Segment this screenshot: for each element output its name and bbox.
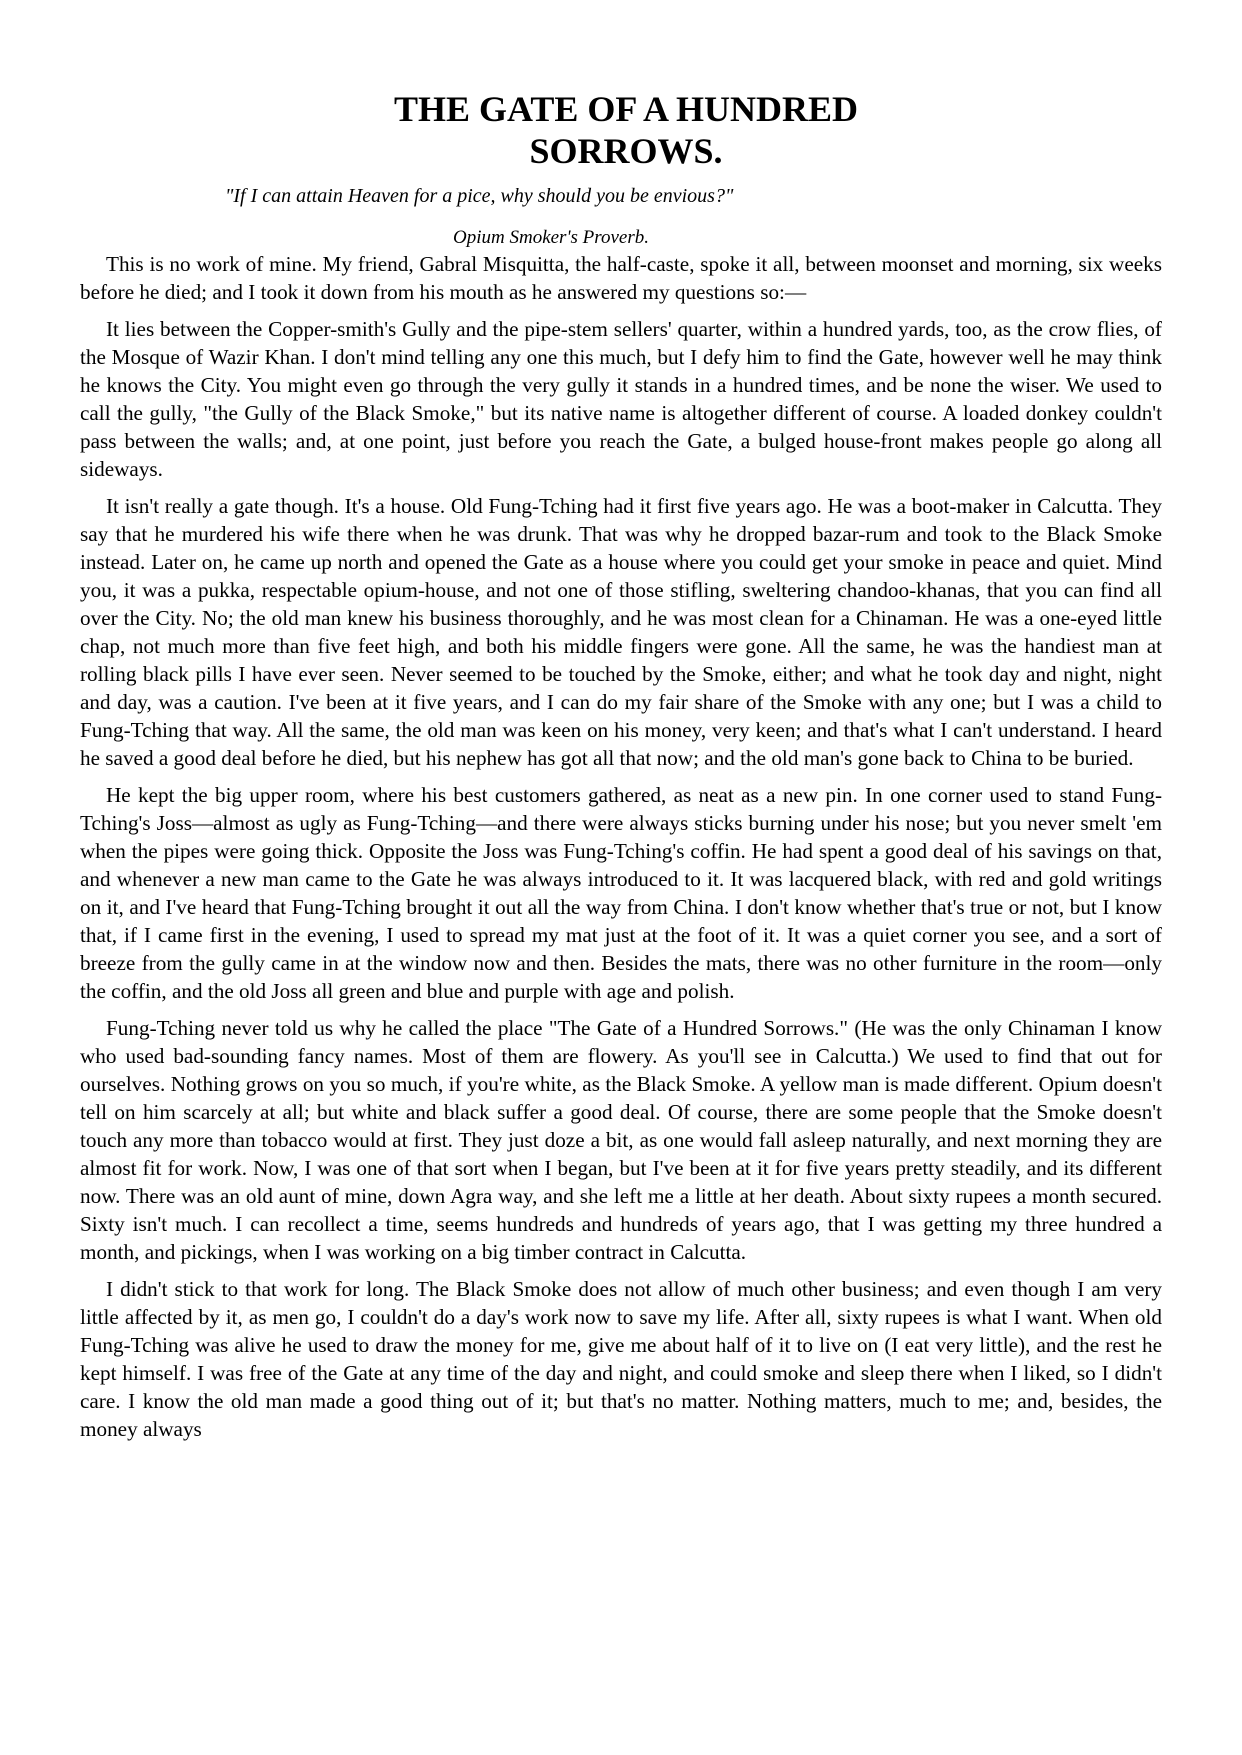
paragraph: Fung-Tching never told us why he called the place "The Gate of a Hundred Sorrows." (He was the only Chinaman I know who used bad-sounding fancy names. Most of them are flowery. As you'll see in Calcutta.) We used to find that out for ourselves. Nothing grows on you so much, if you're white, as the Black Smoke. A yellow man is made different. Opium doesn't tell on him scarcely at all; but white and black suffer a good deal. Of course, there are some people that the Smoke doesn't touch any more than tobacco would at first. They just doze a bit, as one would fall asleep naturally, and next morning they are almost fit for work. Now, I was one of that sort when I began, but I've been at it for five years pretty steadily, and its different now. There was an old aunt of mine, down Agra way, and she left me a little at her death. About sixty rupees a month secured. Sixty isn't much. I can recollect a time, seems hundreds and hundreds of years ago, that I was getting my three hundred a month, and pickings, when I was working on a big timber contract in Calcutta. [80,1016,1162,1264]
epigraph-quote: "If I can attain Heaven for a pice, why should you be envious?" [225,185,734,207]
chapter-title-line-2: SORROWS. [529,131,723,171]
paragraph: He kept the big upper room, where his best customers gathered, as neat as a new pin. In one corner used to stand Fung-Tching's Joss—almost as ugly as Fung-Tching—and there were always sticks burning under his nose; but you never smelt 'em when the pipes were going thick. Opposite the Joss was Fung-Tching's coffin. He had spent a good deal of his savings on that, and whenever a new man came to the Gate he was always introduced to it. It was lacquered black, with red and gold writings on it, and I've heard that Fung-Tching brought it out all the way from China. I don't know whether that's true or not, but I know that, if I came first in the evening, I used to spread my mat just at the foot of it. It was a quiet corner you see, and a sort of breeze from the gully came in at the window now and then. Besides the mats, there was no other furniture in the room—only the coffin, and the old Joss all green and blue and purple with age and polish. [80,783,1162,1003]
book-page [80,88,1162,1452]
story-body [80,250,1162,1443]
paragraph: It isn't really a gate though. It's a house. Old Fung-Tching had it first five years ago. He was a boot-maker in Calcutta. They say that he murdered his wife there when he was drunk. That was why he dropped bazar-rum and took to the Black Smoke instead. Later on, he came up north and opened the Gate as a house where you could get your smoke in peace and quiet. Mind you, it was a pukka, respectable opium-house, and not one of those stifling, sweltering chandoo-khanas, that you can find all over the City. No; the old man knew his business thoroughly, and he was most clean for a Chinaman. He was a one-eyed little chap, not much more than five feet high, and both his middle fingers were gone. All the same, he was the handiest man at rolling black pills I have ever seen. Never seemed to be touched by the Smoke, either; and what he took day and night, night and day, was a caution. I've been at it five years, and I can do my fair share of the Smoke with any one; but I was a child to Fung-Tching that way. All the same, the old man was keen on his money, very keen; and that's what I can't understand. I heard he saved a good deal before he died, but his nephew has got all that now; and the old man's gone back to China to be buried. [80,494,1162,770]
chapter-title [80,88,1162,172]
paragraph: This is no work of mine. My friend, Gabral Misquitta, the half-caste, spoke it all, between moonset and morning, six weeks before he died; and I took it down from his mouth as he answered my questions so:— [80,252,1162,304]
chapter-title-line-1: THE GATE OF A HUNDRED [393,89,859,129]
paragraph: I didn't stick to that work for long. The Black Smoke does not allow of much other business; and even though I am very little affected by it, as men go, I couldn't do a day's work now to save my life. After all, sixty rupees is what I want. When old Fung-Tching was alive he used to draw the money for me, give me about half of it to live on (I eat very little), and the rest he kept himself. I was free of the Gate at any time of the day and night, and could smoke and sleep there when I liked, so I didn't care. I know the old man made a good thing out of it; but that's no matter. Nothing matters, much to me; and, besides, the money always [80,1277,1162,1441]
paragraph: It lies between the Copper-smith's Gully and the pipe-stem sellers' quarter, within a hundred yards, too, as the crow flies, of the Mosque of Wazir Khan. I don't mind telling any one this much, but I defy him to find the Gate, however well he may think he knows the City. You might even go through the very gully it stands in a hundred times, and be none the wiser. We used to call the gully, "the Gully of the Black Smoke," but its native name is altogether different of course. A loaded donkey couldn't pass between the walls; and, at one point, just before you reach the Gate, a bulged house-front makes people go along all sideways. [80,317,1162,481]
epigraph-attribution: Opium Smoker's Proverb. [453,227,649,248]
